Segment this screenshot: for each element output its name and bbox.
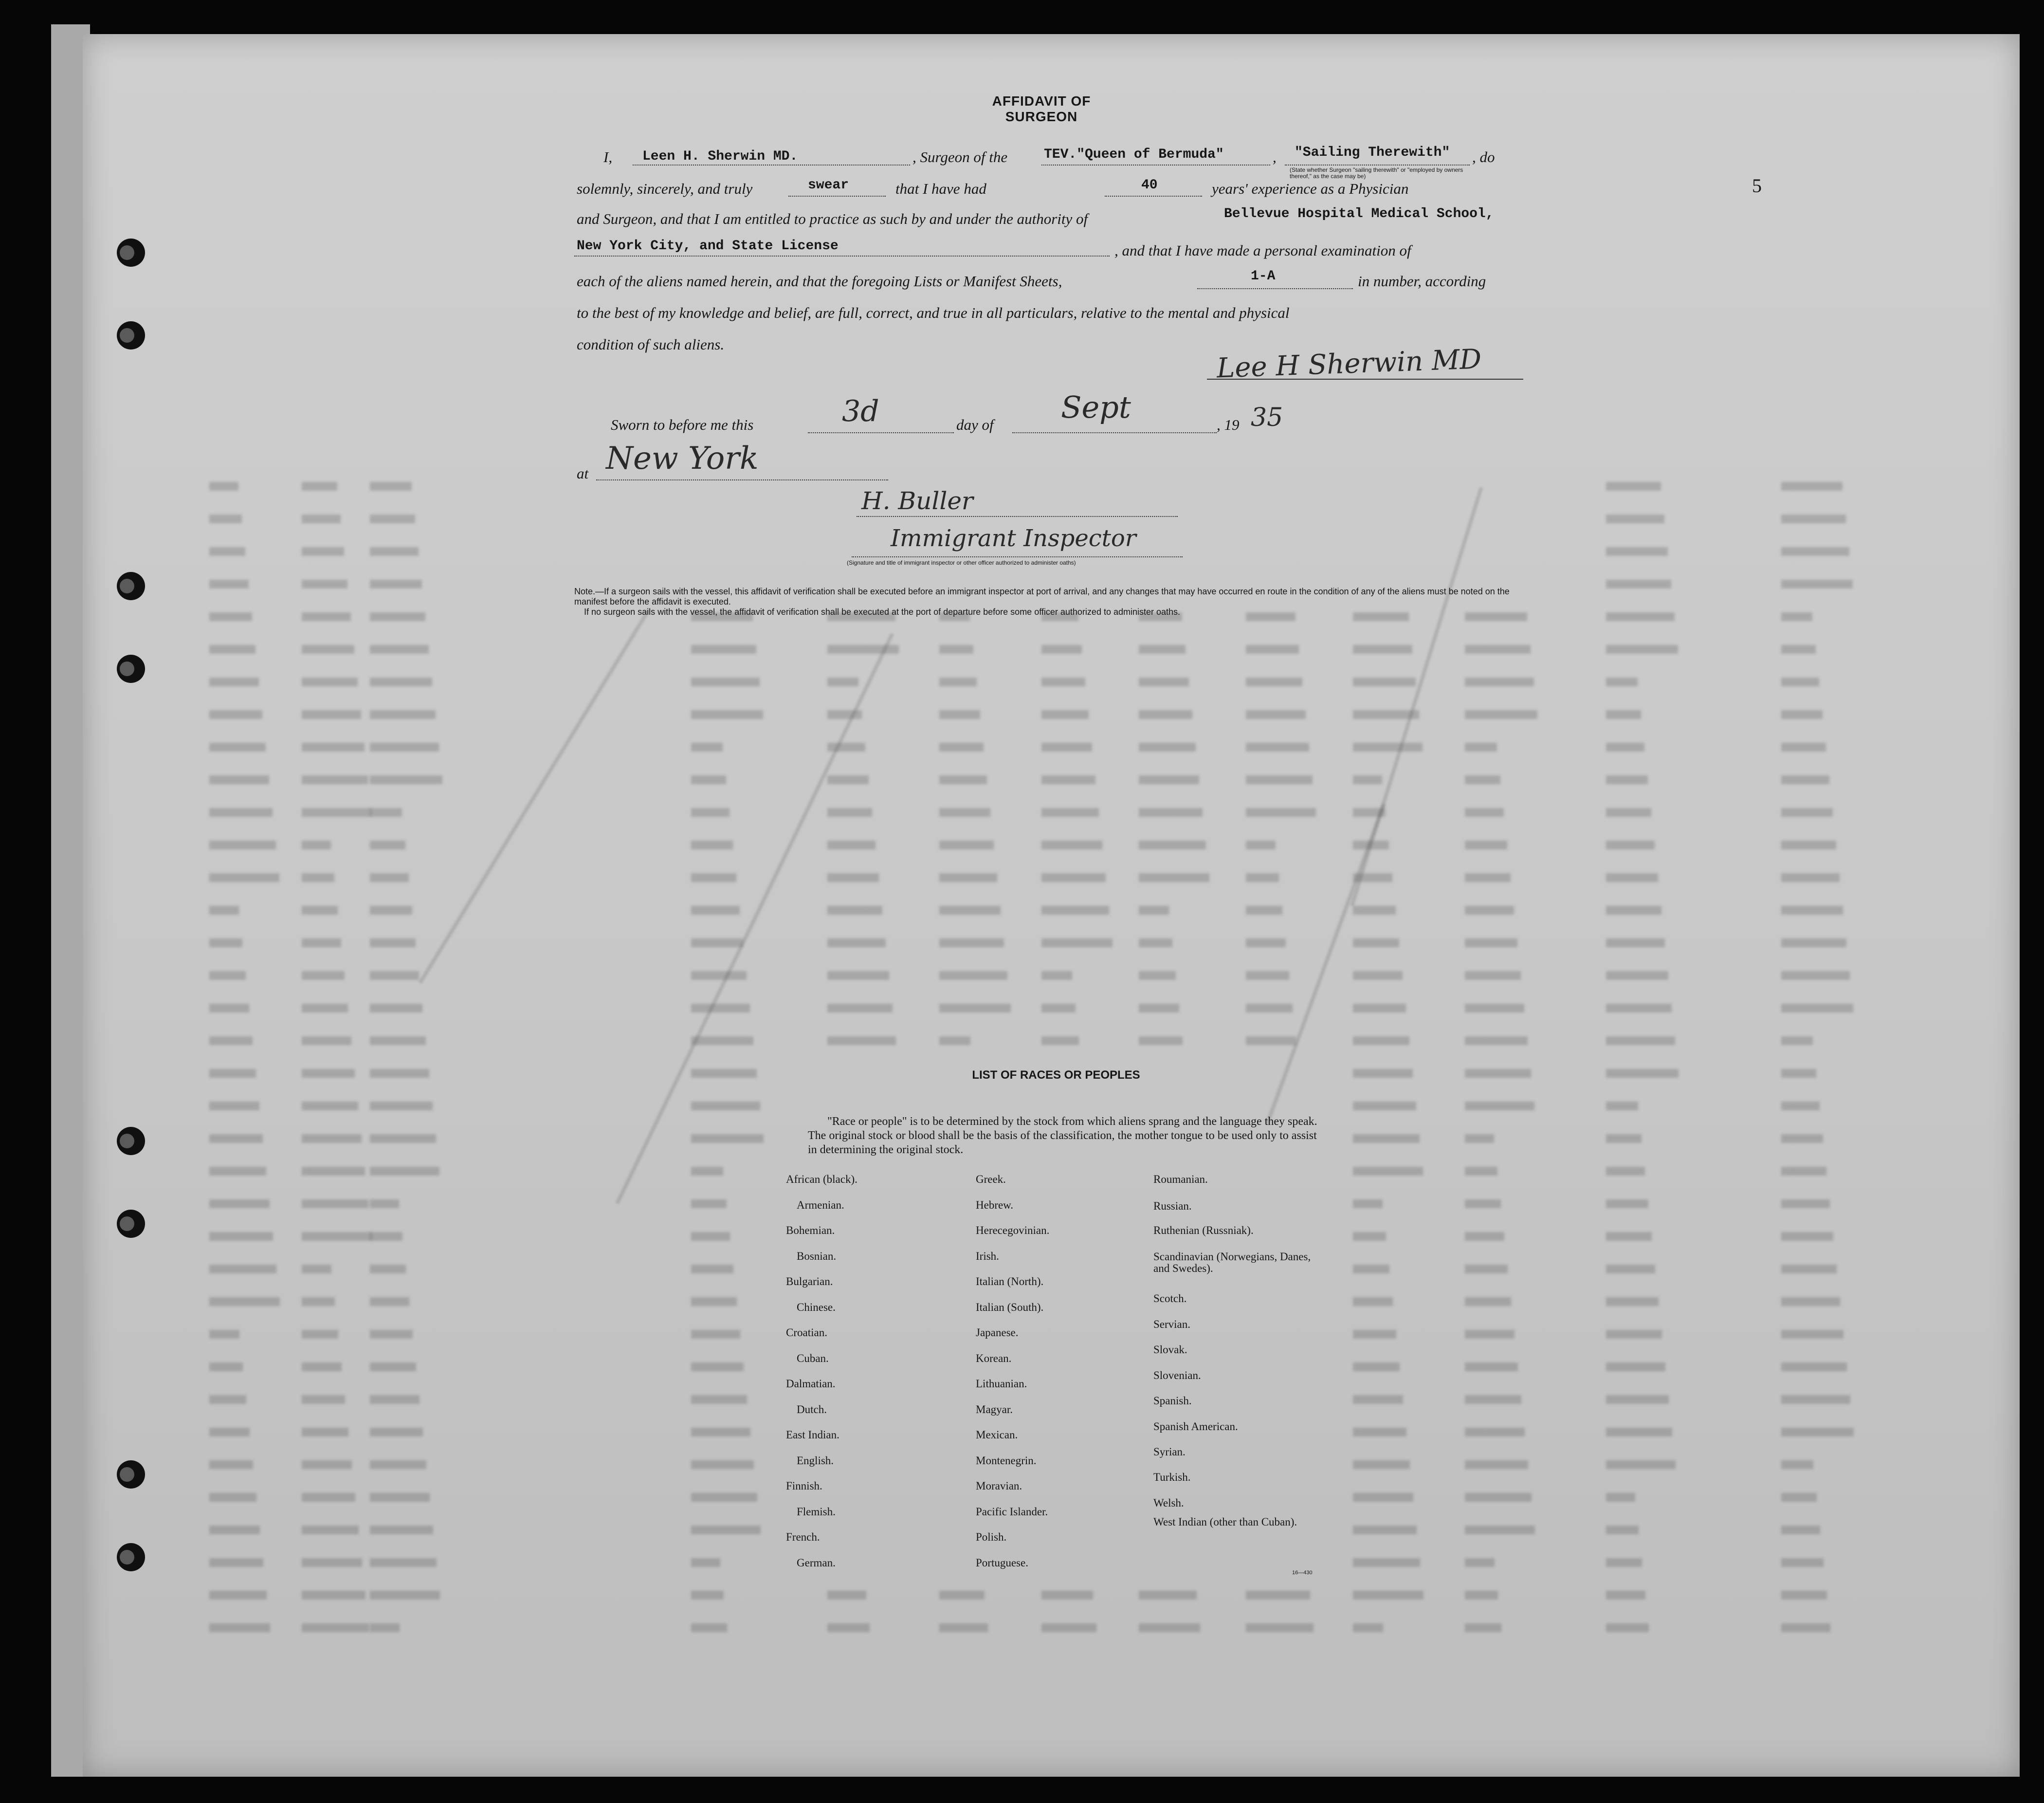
race-item: Irish.: [976, 1250, 999, 1262]
race-item: Roumanian.: [1153, 1173, 1208, 1185]
binder-hole: [117, 1210, 145, 1238]
race-item: German.: [797, 1556, 836, 1569]
race-item: Bulgarian.: [786, 1275, 833, 1288]
race-item: Flemish.: [797, 1505, 836, 1518]
race-item: Polish.: [976, 1531, 1007, 1543]
affidavit-note: Note.—If a surgeon sails with the vessel, this affidavit of verification shall be executed before an immigrant inspector at port of arrival, and any changes that may have occurred en route in the condition of any of the aliens must be noted on the manifest before the affidavit is executed. If no surgeon sails with the vessel, the affidavit of verification shall be executed at the port of departure before some officer authorized to administer oaths.: [574, 587, 1510, 617]
sworn-place: New York: [606, 441, 759, 477]
inspector-caption: (Signature and title of immigrant inspector or other officer authorized to administer oaths): [847, 559, 1076, 566]
sworn-month: Sept: [1061, 389, 1131, 425]
race-item: Slovenian.: [1153, 1369, 1201, 1381]
surgeon-name: Leen H. Sherwin MD.: [642, 149, 798, 164]
inspector-signature: H. Buller: [861, 487, 973, 515]
binder-hole: [117, 655, 145, 683]
sworn-year: 35: [1251, 403, 1283, 432]
vessel-name: TEV."Queen of Bermuda": [1044, 147, 1224, 162]
race-item: Greek.: [976, 1173, 1006, 1185]
affidavit-line-4: , and that I have made a personal examination of: [1114, 242, 1411, 259]
sworn-day: 3d: [842, 394, 879, 428]
race-item: Armenian.: [797, 1198, 844, 1211]
affidavit-line-2: solemnly, sincerely, and truly: [577, 180, 753, 197]
race-item: Magyar.: [976, 1403, 1013, 1416]
race-item: Slovak.: [1153, 1343, 1187, 1356]
affidavit-line-3: and Surgeon, and that I am entitled to practice as such by and under the authority of: [577, 210, 1088, 227]
race-item: Hebrew.: [976, 1198, 1014, 1211]
oath-word: swear: [808, 178, 849, 193]
race-item: Spanish.: [1153, 1395, 1192, 1407]
sworn-line: Sworn to before me this: [611, 416, 754, 433]
race-item: Moravian.: [976, 1480, 1022, 1492]
years-experience: 40: [1141, 178, 1158, 193]
race-item: Korean.: [976, 1352, 1012, 1364]
race-item: West Indian (other than Cuban).: [1153, 1516, 1297, 1528]
manifest-sheet-count: 1-A: [1251, 269, 1276, 284]
race-item: French.: [786, 1531, 820, 1543]
at-label: at: [577, 465, 589, 482]
race-item: Welsh.: [1153, 1497, 1184, 1509]
race-item: Italian (North).: [976, 1275, 1044, 1288]
race-item: Dalmatian.: [786, 1378, 836, 1390]
authority-line-1: Bellevue Hospital Medical School,: [1224, 206, 1494, 221]
page-number: 5: [1752, 175, 1762, 197]
surgeon-status: "Sailing Therewith": [1295, 145, 1450, 160]
affidavit-line-6: to the best of my knowledge and belief, are full, correct, and true in all particulars, relative to the mental and physical: [577, 304, 1290, 321]
race-item: Chinese.: [797, 1301, 836, 1313]
binder-hole: [117, 1127, 145, 1155]
affidavit-line-7: condition of such aliens.: [577, 336, 725, 353]
race-item: Scotch.: [1153, 1292, 1187, 1305]
race-item: Russian.: [1153, 1200, 1192, 1212]
form-code: 16—430: [1292, 1570, 1313, 1576]
race-item: Italian (South).: [976, 1301, 1044, 1313]
inspector-title: Immigrant Inspector: [891, 525, 1136, 552]
race-item: Herecegovinian.: [976, 1224, 1050, 1236]
races-list-intro: "Race or people" is to be determined by the stock from which aliens sprang and the language they speak. The original stock or blood shall be the basis of the classification, the mother tongue to be used only to assist in determining the original stock.: [808, 1115, 1317, 1156]
race-item: Scandinavian (Norwegians, Danes, and Swedes).: [1153, 1251, 1311, 1274]
affidavit-line-5: each of the aliens named herein, and that the foregoing Lists or Manifest Sheets,: [577, 273, 1062, 290]
race-item: Portuguese.: [976, 1556, 1028, 1569]
race-item: Montenegrin.: [976, 1454, 1037, 1467]
binder-hole: [117, 1543, 145, 1571]
race-item: Dutch.: [797, 1403, 827, 1416]
race-item: East Indian.: [786, 1429, 840, 1441]
binder-hole: [117, 1460, 145, 1489]
race-item: Lithuanian.: [976, 1378, 1027, 1390]
race-item: Finnish.: [786, 1480, 822, 1492]
race-item: Pacific Islander.: [976, 1505, 1048, 1518]
status-note: (State whether Surgeon "sailing therewith" or "employed by owners thereof," as the case may be): [1290, 166, 1463, 180]
surgeon-signature: Lee H Sherwin MD: [1216, 343, 1482, 385]
binder-hole: [117, 239, 145, 267]
affidavit-title: AFFIDAVIT OF SURGEON: [992, 93, 1091, 124]
race-item: Bohemian.: [786, 1224, 835, 1236]
race-item: Mexican.: [976, 1429, 1018, 1441]
binder-hole: [117, 321, 145, 350]
race-item: Bosnian.: [797, 1250, 837, 1262]
race-item: English.: [797, 1454, 834, 1467]
race-item: Japanese.: [976, 1326, 1019, 1339]
race-item: Turkish.: [1153, 1471, 1191, 1483]
manifest-sheet: [83, 34, 2020, 1777]
authority-line-2: New York City, and State License: [577, 239, 839, 254]
race-item: Croatian.: [786, 1326, 827, 1339]
race-item: Servian.: [1153, 1318, 1191, 1330]
race-item: Syrian.: [1153, 1446, 1186, 1458]
binder-hole: [117, 572, 145, 600]
race-item: Cuban.: [797, 1352, 829, 1364]
race-item: Ruthenian (Russniak).: [1153, 1224, 1254, 1236]
race-item: Spanish American.: [1153, 1420, 1238, 1433]
affidavit-line-1: I,: [603, 148, 613, 166]
races-list-title: LIST OF RACES OR PEOPLES: [972, 1068, 1140, 1082]
race-item: African (black).: [786, 1173, 858, 1185]
